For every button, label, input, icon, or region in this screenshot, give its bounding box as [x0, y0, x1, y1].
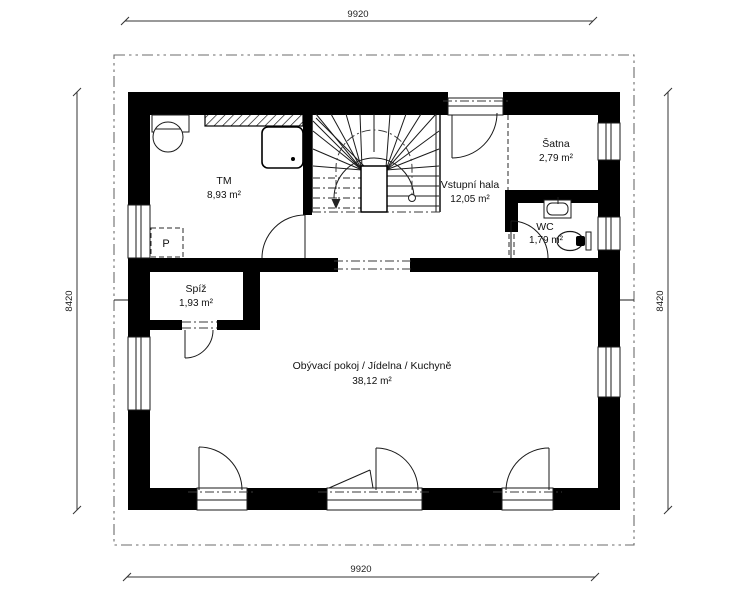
room-area-tm: 8,93 m²: [207, 190, 241, 201]
stair-walkline-start: [409, 195, 416, 202]
shower-symbol: [262, 127, 303, 168]
room-area-spiz: 1,93 m²: [179, 298, 213, 309]
room-area-wc: 1,79 m²: [529, 235, 563, 246]
hall-living-opening: [334, 261, 414, 269]
terrace-door-left: [188, 447, 256, 510]
dimension-right-value: 8420: [655, 290, 666, 312]
dimension-right: [655, 88, 672, 514]
window-right-satna: [598, 123, 620, 160]
pantry-marker-label: P: [162, 238, 170, 250]
room-name-hala: Vstupní hala: [440, 179, 500, 191]
terrace-door-right: [493, 448, 562, 510]
washing-machine-symbol: [152, 115, 189, 152]
room-area-satna: 2,79 m²: [539, 153, 573, 164]
room-area-hala: 12,05 m²: [450, 194, 490, 205]
dimension-bottom: [123, 564, 599, 581]
dimension-left: [64, 88, 81, 514]
window-right-living: [598, 347, 620, 397]
staircase: [312, 114, 440, 212]
room-name-satna: Šatna: [542, 138, 570, 150]
installation-wall-hatch: [205, 113, 303, 126]
tm-door: [262, 215, 305, 258]
washbasin-symbol: [544, 197, 571, 218]
room-name-spiz: Spíž: [185, 283, 207, 295]
dimension-left-value: 8420: [64, 290, 75, 312]
spiz-door: [182, 322, 217, 358]
room-name-living: Obývací pokoj / Jídelna / Kuchyně: [292, 360, 452, 372]
window-left-upper: [128, 205, 150, 258]
dimension-bottom-value: 9920: [350, 564, 372, 575]
dimension-top: [121, 9, 597, 25]
terrace-door-center: [318, 448, 431, 510]
window-right-wc: [598, 217, 620, 250]
pantry-marker-box: [151, 228, 183, 257]
window-left-lower: [128, 337, 150, 410]
room-name-wc: WC: [536, 221, 554, 233]
entrance-door: [443, 98, 508, 158]
dimension-top-value: 9920: [347, 9, 369, 20]
room-name-tm: TM: [216, 175, 232, 187]
room-area-living: 38,12 m²: [352, 376, 392, 387]
